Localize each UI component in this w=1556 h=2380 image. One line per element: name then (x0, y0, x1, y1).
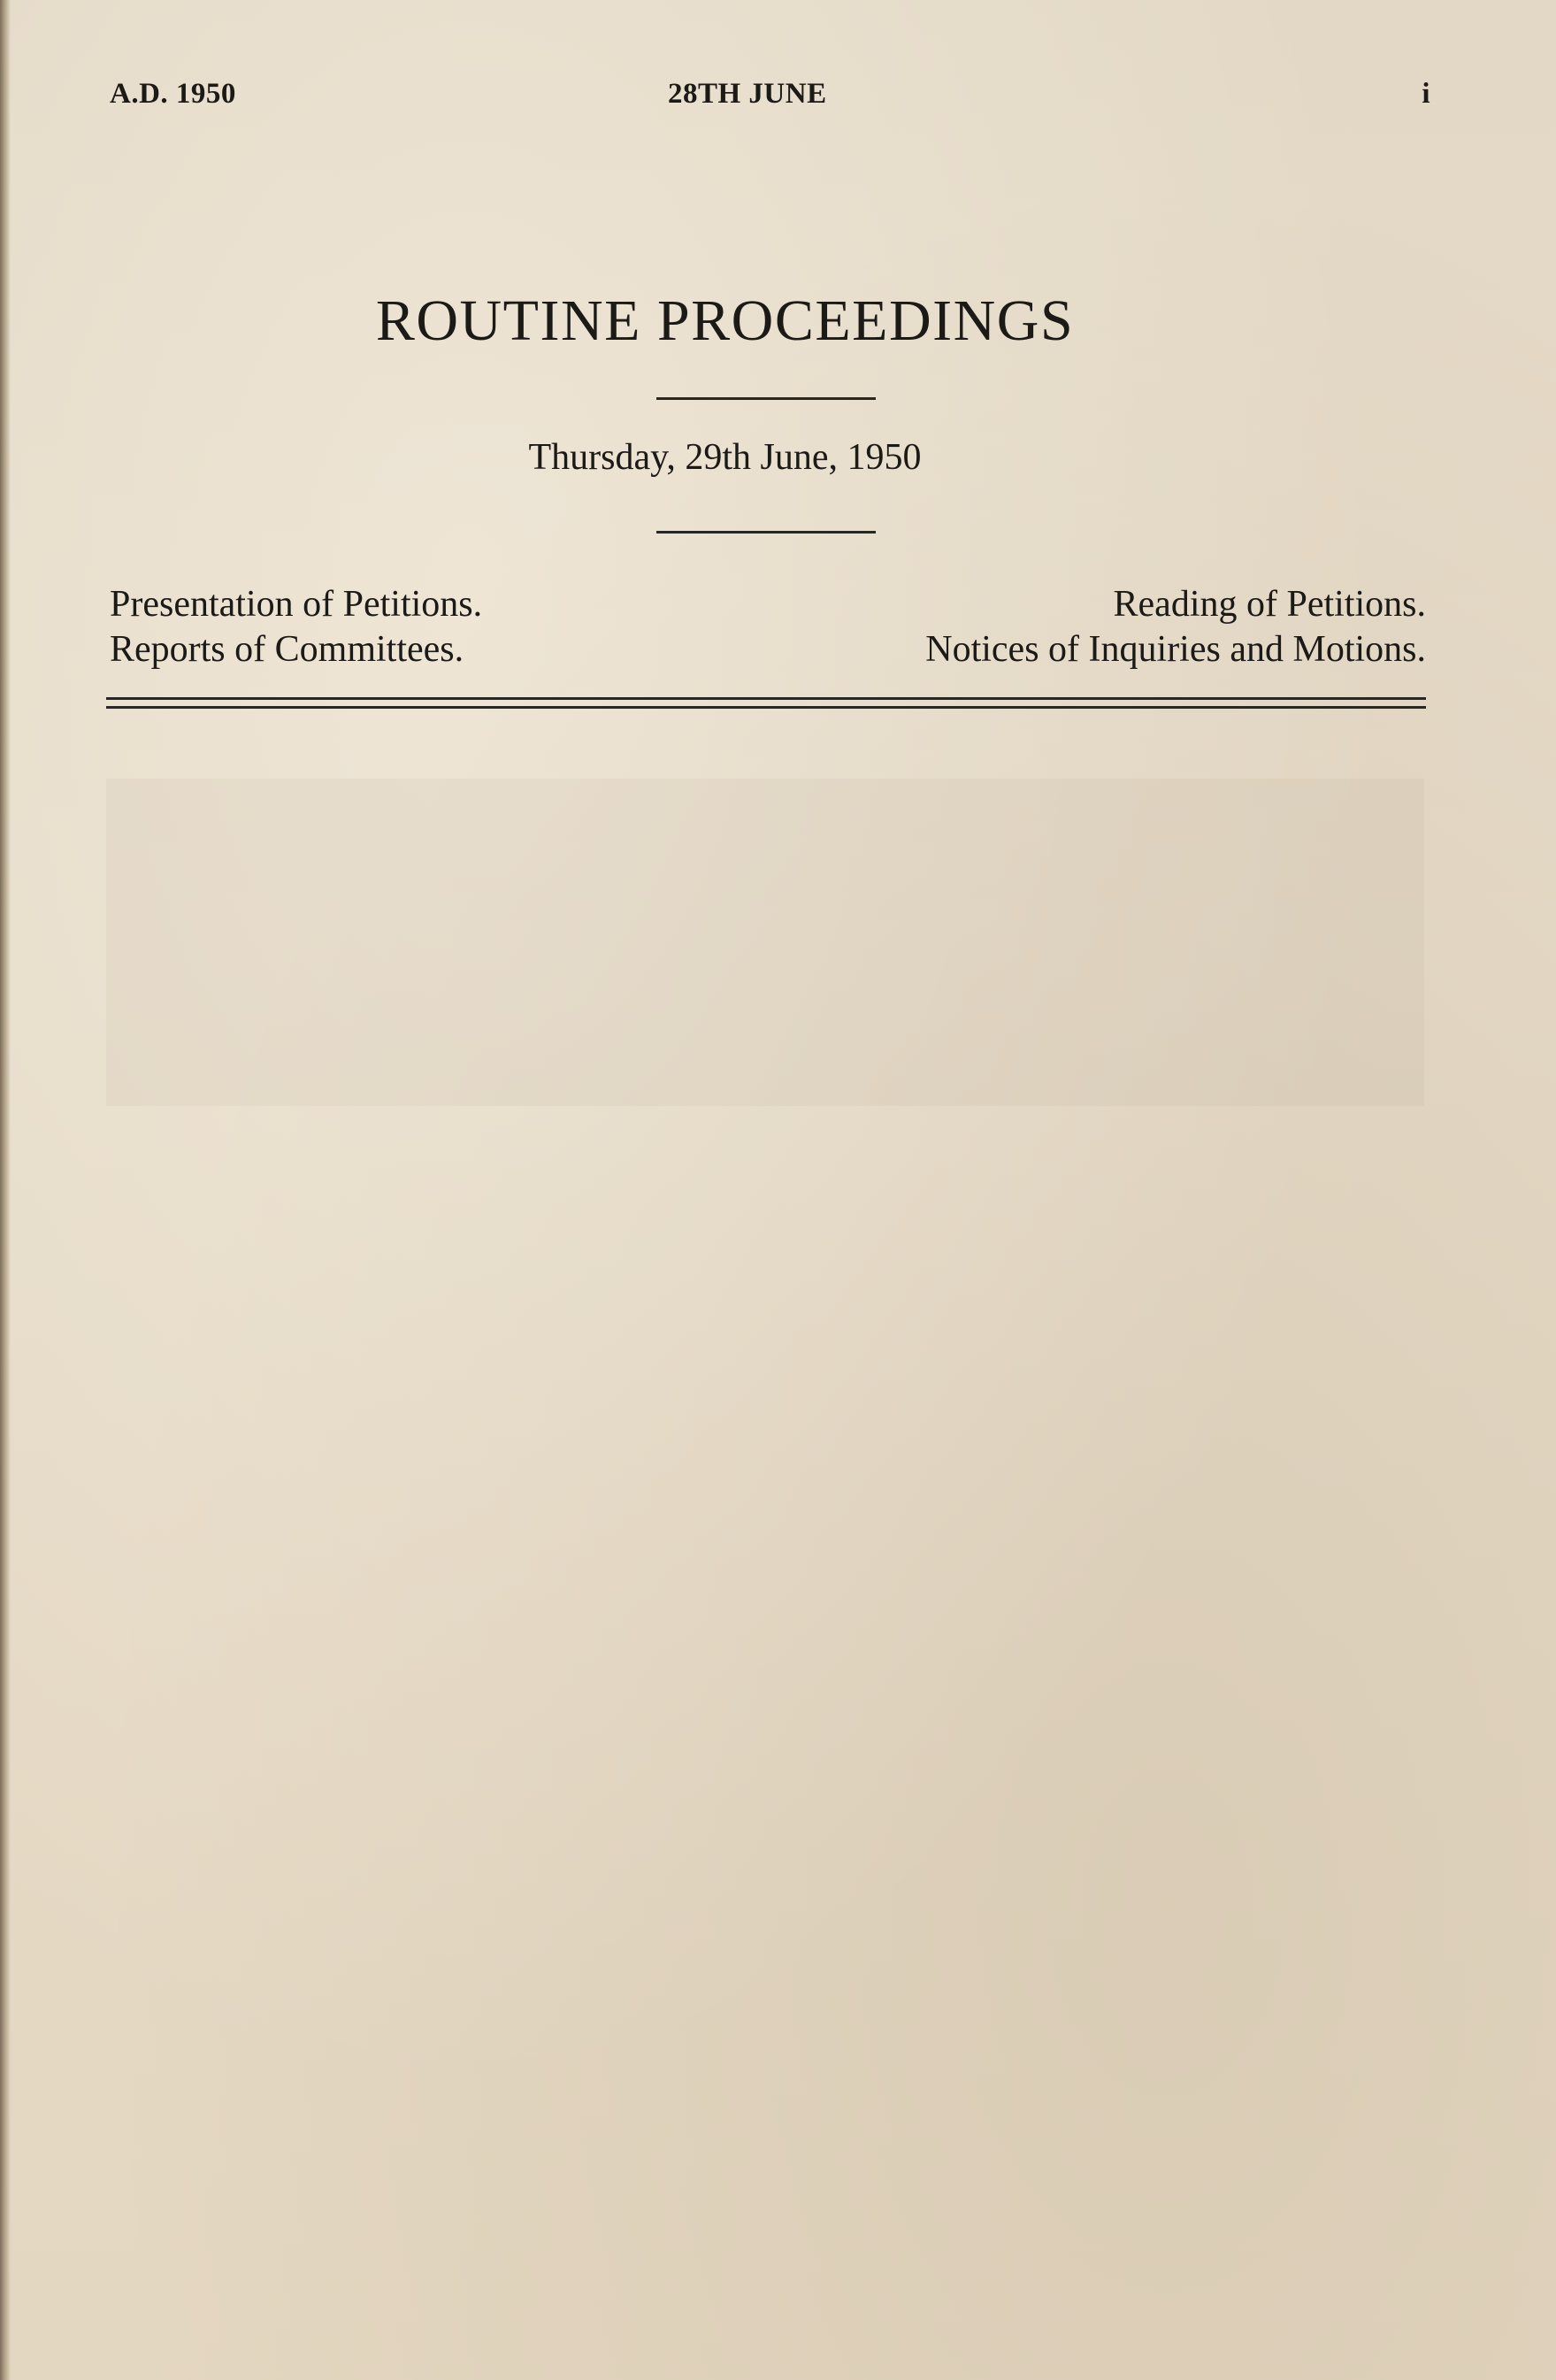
proceedings-row (110, 627, 1426, 672)
running-head-year: A.D. 1950 (110, 78, 236, 110)
running-head (0, 78, 1556, 113)
show-through (106, 779, 1424, 1106)
page-number: i (1422, 78, 1430, 110)
item-notices-of-inquiries: Notices of Inquiries and Motions. (925, 629, 1426, 670)
item-reports-of-committees: Reports of Committees. (110, 629, 464, 670)
double-rule (106, 697, 1426, 709)
page-title: ROUTINE PROCEEDINGS (375, 288, 1075, 353)
title-rule-top (656, 397, 876, 400)
proceedings-list (110, 582, 1426, 672)
item-presentation-of-petitions: Presentation of Petitions. (110, 584, 483, 625)
proceedings-row (110, 582, 1426, 627)
binding-edge (0, 0, 11, 2380)
title-rule-bottom (656, 531, 876, 534)
running-head-date: 28TH JUNE (668, 78, 827, 110)
sitting-date: Thursday, 29th June, 1950 (528, 437, 922, 478)
item-reading-of-petitions: Reading of Petitions. (1113, 584, 1426, 625)
